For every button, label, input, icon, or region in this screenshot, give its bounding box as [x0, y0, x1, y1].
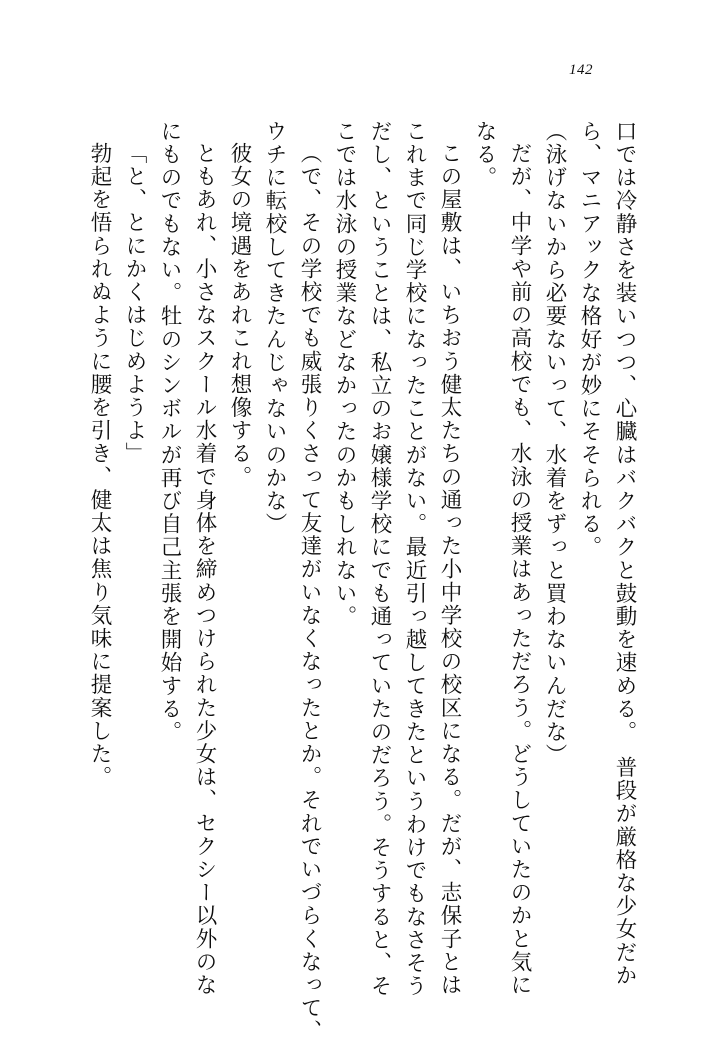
text-column: 彼女の境遇をあれこれ想像する。	[227, 142, 252, 489]
text-column: ともあれ、小さなスクール水着で身体を締めつけられた少女は、セクシー以外のな	[192, 142, 217, 997]
text-column: にものでもない。牡のシンボルが再び自己主張を開始する。	[157, 120, 182, 744]
text-column: なる。	[472, 120, 497, 190]
text-column: 「と、とにかくはじめようよ」	[122, 142, 147, 466]
text-column: この屋敷は、いちおう健太たちの通った小中学校の校区になる。だが、志保子とは	[437, 142, 462, 997]
text-column: （で、その学校でも威張りくさって友達がいなくなったとか。それでいづらくなって、	[297, 142, 322, 1043]
text-column: （泳げないから必要ないって、水着をずっと買わないんだな）	[542, 120, 567, 767]
text-column: 勃起を悟られぬように腰を引き、健太は焦り気味に提案した。	[87, 142, 112, 789]
text-column: だが、中学や前の高校でも、水泳の授業はあっただろう。どうしていたのかと気に	[507, 142, 532, 997]
text-column: だし、ということは、私立のお嬢様学校にでも通っていたのだろう。そうすると、そ	[367, 120, 392, 998]
text-column: これまで同じ学校になったことがない。最近引っ越してきたというわけでもなさそう	[402, 120, 427, 998]
text-column: ウチに転校してきたんじゃないのかな）	[262, 120, 287, 536]
text-column: ら、マニアックな格好が妙にそそられる。	[577, 120, 602, 559]
text-column: 口では冷静さを装いつつ、心臓はバクバクと鼓動を速める。 普段が厳格な少女だか	[612, 120, 637, 988]
page-number: 142	[569, 62, 593, 78]
text-column: こでは水泳の授業などなかったのかもしれない。	[332, 120, 357, 629]
vertical-text-body	[65, 120, 637, 1043]
